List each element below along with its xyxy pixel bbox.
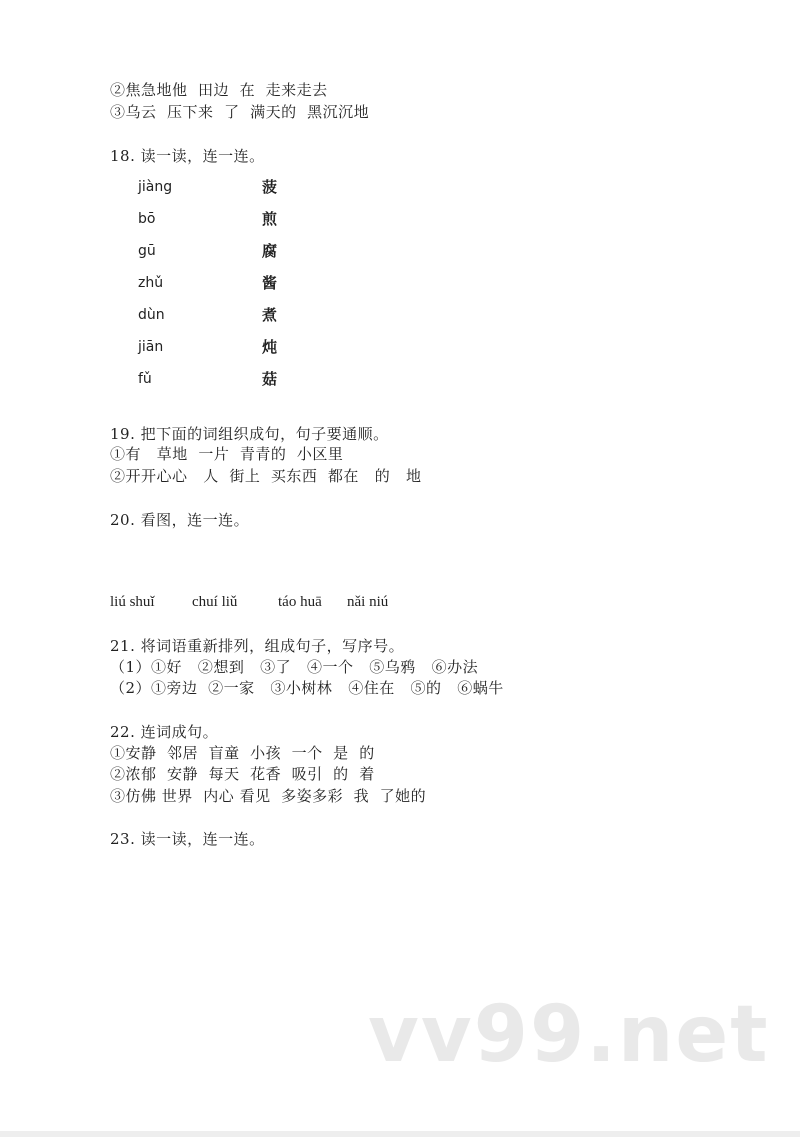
q20-pinyin-item: chuí liǔ <box>192 594 238 610</box>
q18-pinyin: jiān <box>138 339 164 355</box>
q18-hanzi: 菠 <box>262 178 278 196</box>
q20-pinyin-item: táo huā <box>278 594 322 610</box>
q19-title: 19. 把下面的词组织成句，句子要通顺。 <box>110 425 389 443</box>
q18-hanzi: 腐 <box>262 242 278 260</box>
q18-pinyin: bō <box>138 211 156 227</box>
q18-pinyin: zhǔ <box>138 275 164 291</box>
q18-hanzi: 煎 <box>262 210 278 228</box>
q19-sentence-2: ②开开心心 人 街上 买东西 都在 的 地 <box>110 467 422 485</box>
q17-sentence-2: ②焦急地他 田边 在 走来走去 <box>110 81 328 99</box>
q20-pinyin-item: liú shuǐ <box>110 594 155 610</box>
q21-title: 21. 将词语重新排列，组成句子，写序号。 <box>110 637 405 655</box>
watermark: vv99.net <box>368 990 770 1080</box>
q18-hanzi: 酱 <box>262 274 278 292</box>
q18-hanzi: 炖 <box>262 338 278 356</box>
q18-pinyin: gū <box>138 243 156 259</box>
q18-pinyin: dùn <box>138 307 165 323</box>
q19-sentence-1: ①有 草地 一片 青青的 小区里 <box>110 445 344 463</box>
q18-hanzi: 煮 <box>262 306 278 324</box>
q18-pinyin: fǔ <box>138 371 152 387</box>
q18-title: 18. 读一读，连一连。 <box>110 147 265 165</box>
q18-hanzi: 菇 <box>262 370 278 388</box>
q22-sentence-1: ①安静 邻居 盲童 小孩 一个 是 的 <box>110 744 375 762</box>
q22-sentence-3: ③仿佛 世界 内心 看见 多姿多彩 我 了她的 <box>110 787 427 805</box>
q20-title: 20. 看图，连一连。 <box>110 511 250 529</box>
q18-pinyin: jiàng <box>138 179 173 195</box>
q20-pinyin-item: nǎi niú <box>347 594 389 610</box>
q23-title: 23. 读一读，连一连。 <box>110 830 265 848</box>
page-bottom-edge <box>0 1131 800 1137</box>
q21-item-1: （1）①好 ②想到 ③了 ④一个 ⑤乌鸦 ⑥办法 <box>110 658 479 676</box>
q22-title: 22. 连词成句。 <box>110 723 219 741</box>
q17-sentence-3: ③乌云 压下来 了 满天的 黑沉沉地 <box>110 103 370 121</box>
q21-item-2: （2）①旁边 ②一家 ③小树林 ④住在 ⑤的 ⑥蜗牛 <box>110 679 504 697</box>
q22-sentence-2: ②浓郁 安静 每天 花香 吸引 的 着 <box>110 765 375 783</box>
